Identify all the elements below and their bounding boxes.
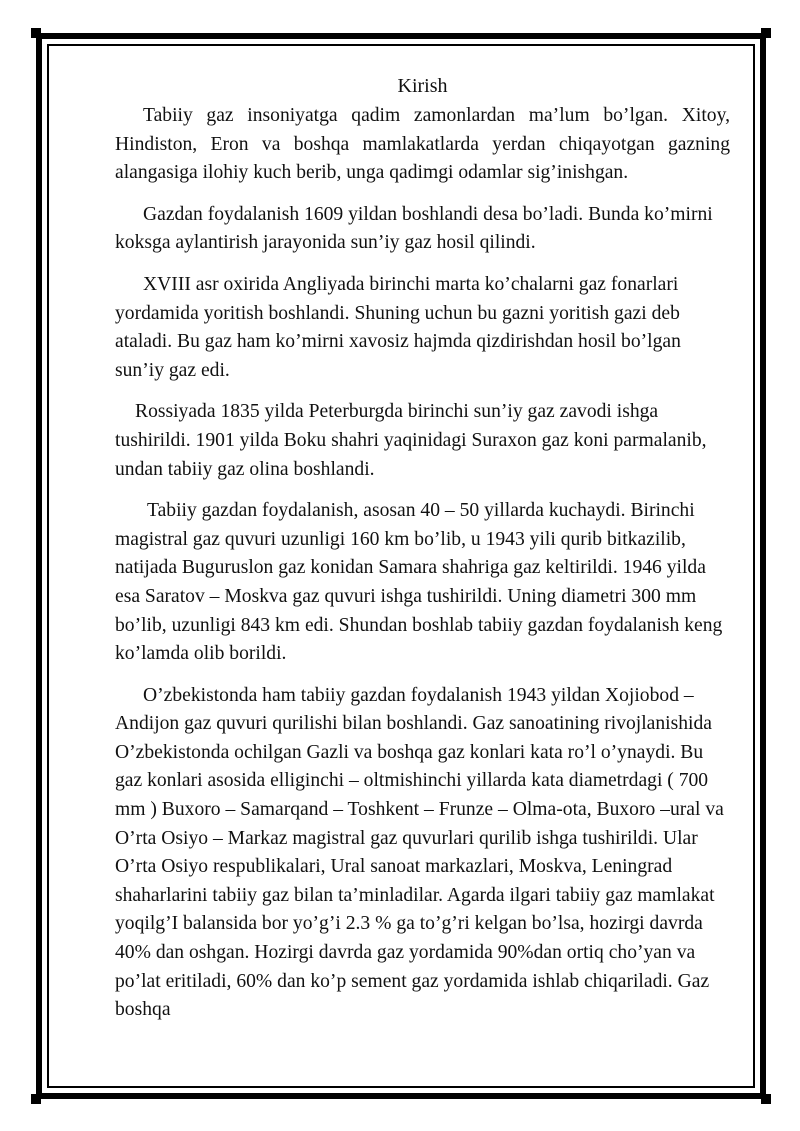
paragraph-5: Tabiiy gazdan foydalanish, asosan 40 – 50 yillarda kuchaydi. Birinchi magistral gaz quvuri uzunligi 160 km bo’lib, u 1943 yili qurib bitkazilib, natijada Buguruslon gaz konidan Samara shahriga gaz keltirildi. 1946 yilda esa Saratov – Moskva gaz quvuri ishga tushirildi. Uning diametri 300 mm bo’lib, uzunligi 843 km edi. Shundan boshlab tabiiy gazdan foydalanish keng ko’lamda olib borildi. bbox=[115, 500, 723, 665]
paragraph-1: Tabiiy gaz insoniyatga qadim zamonlardan ma’lum bo’lgan. Xitoy, Hindiston, Eron va boshqa mamlakatlarda yerdan chiqayotgan gazning alangasiga ilohiy kuch berib, unga qadimgi odamlar sig’inishgan. bbox=[115, 105, 730, 184]
paragraph-2: Gazdan foydalanish 1609 yildan boshlandi desa bo’ladi. Bunda ko’mirni koksga aylantirish jarayonida sun’iy gaz hosil qilindi. bbox=[115, 203, 713, 254]
border-corner-bottom-left bbox=[31, 1094, 41, 1104]
document-title: Kirish bbox=[397, 75, 448, 97]
paragraph-3: XVIII asr oxirida Angliyada birinchi marta ko’chalarni gaz fonarlari yordamida yoritish boshlandi. Shuning uchun bu gazni yoritish gazi deb ataladi. Bu gaz ham ko’mirni xavosiz hajmda qizdirishdan hosil bo’lgan sun’iy gaz edi. bbox=[115, 273, 681, 381]
paragraph-4: Rossiyada 1835 yilda Peterburgda birinchi sun’iy gaz zavodi ishga tushirildi. 1901 yilda Boku shahri yaqinidagi Suraxon gaz koni parmalanib, undan tabiiy gaz olina boshlandi. bbox=[115, 401, 707, 480]
document-body bbox=[115, 72, 730, 1038]
paragraph-6: O’zbekistonda ham tabiiy gazdan foydalanish 1943 yildan Xojiobod – Andijon gaz quvuri qurilishi bilan boshlandi. Gaz sanoatining rivojlanishida O’zbekistonda ochilgan Gazli va boshqa gaz konlari kata ro’l o’ynaydi. Bu gaz konlari asosida elliginchi – oltmishinchi yillarda kata diametrdagi ( 700 mm ) Buxoro – Samarqand – Toshkent – Frunze – Olma-ota, Buxoro –ural va O’rta Osiyo – Markaz magistral gaz quvurlari qurilib ishga tushirildi. Ular O’rta Osiyo respublikalari, Ural sanoat markazlari, Moskva, Leningrad shaharlarini tabiiy gaz bilan ta’minladilar. Agarda ilgari tabiiy gaz mamlakat yoqilg’I balansida bor yo’g’i 2.3 % ga to’g’ri kelgan bo’lsa, hozirgi davrda 40% dan oshgan. Hozirgi davrda gaz yordamida 90%dan ortiq cho’yan va po’lat eritiladi, 60% dan ko’p sement gaz yordamida ishlab chiqariladi. Gaz boshqa bbox=[115, 684, 724, 1021]
border-corner-top-right bbox=[761, 28, 771, 38]
border-corner-top-left bbox=[31, 28, 41, 38]
border-corner-bottom-right bbox=[761, 1094, 771, 1104]
